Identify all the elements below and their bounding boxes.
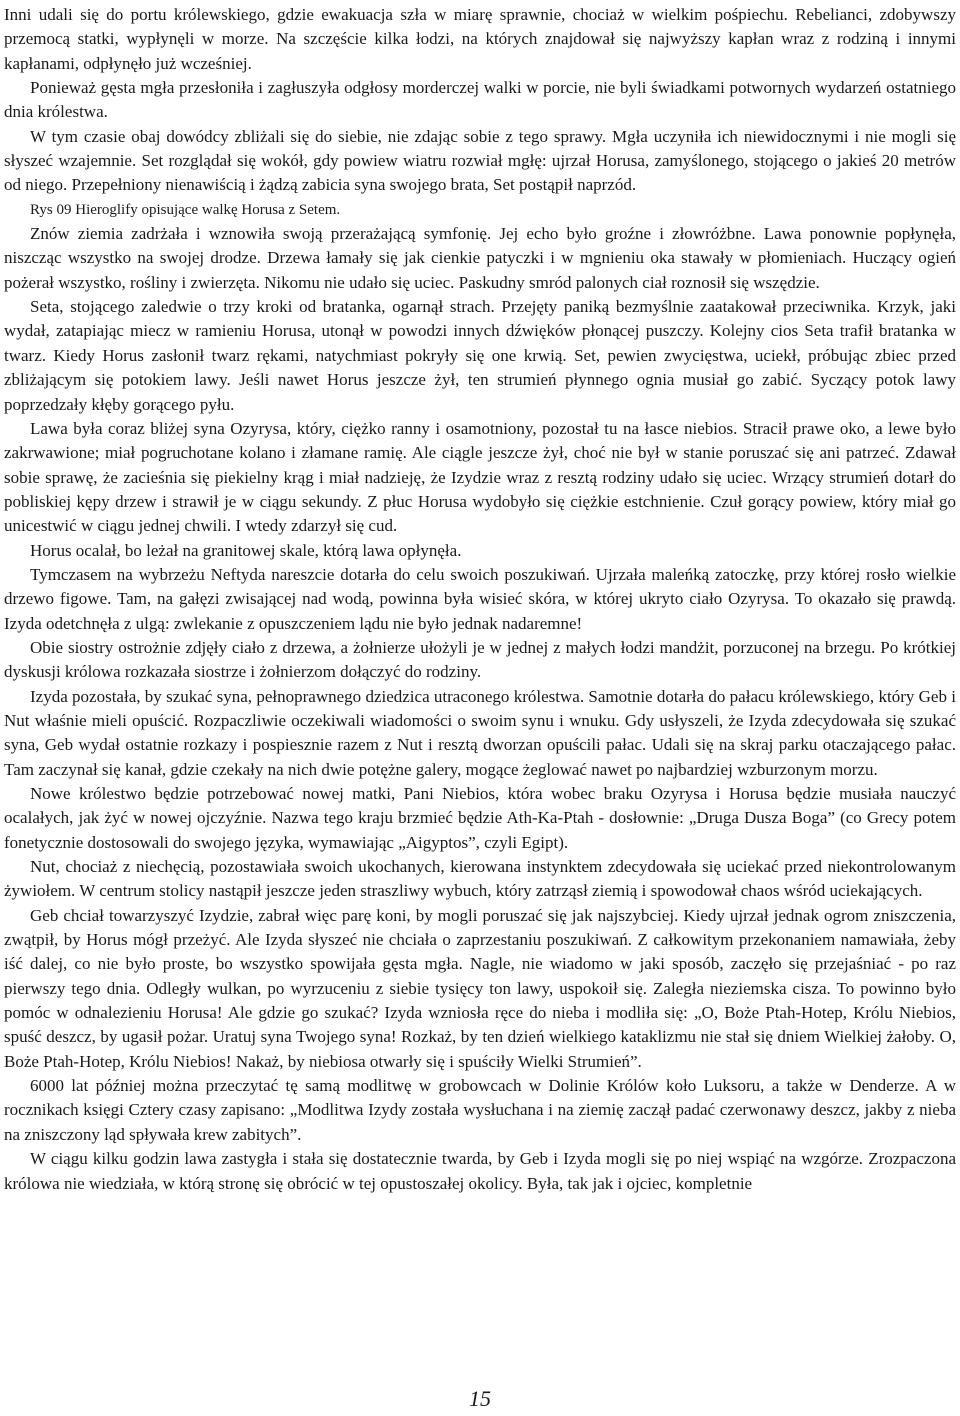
paragraph: Nowe królestwo będzie potrzebować nowej matki, Pani Niebios, która wobec braku Ozyrysa i Horusa będzie musiała nauczyć ocalałych, jak żyć w nowej ojczyźnie. Nazwa tego kraju brzmieć będzie Ath-Ka-Ptah - dosłownie: „Druga Dusza Boga” (co Grecy potem fonetycznie dostosowali do swojego języka, wymawiając „Aigyptos”, czyli Egipt). (4, 784, 956, 852)
page-number: 15 (469, 1386, 491, 1411)
figure-caption: Rys 09 Hieroglify opisujące walkę Horusa z Setem. (30, 201, 341, 218)
paragraph: Znów ziemia zadrżała i wznowiła swoją przerażającą symfonię. Jej echo było groźne i złowróżbne. Lawa ponownie popłynęła, niszcząc wszystko na swojej drodze. Drzewa łamały się jak cienkie patyczki i w mgnieniu oka stawały w płomieniach. Huczący ogień pożerał wszystko, rośliny i zwierzęta. Nikomu nie udało się uciec. Paskudny smród palonych ciał roznosił się wszędzie. (4, 224, 956, 292)
paragraph: Seta, stojącego zaledwie o trzy kroki od bratanka, ogarnął strach. Przejęty paniką bezmyślnie zaatakował przeciwnika. Krzyk, jaki wydał, zatapiając miecz w ramieniu Horusa, utonął w powodzi innych dźwięków płonącej puszczy. Kolejny cios Seta trafił bratanka w twarz. Kiedy Horus zasłonił twarz rękami, natychmiast pokryły się one krwią. Set, pewien zwycięstwa, uciekł, próbując zbiec przed zbliżającym się potokiem lawy. Jeśli nawet Horus jeszcze żył, ten strumień płynnego ognia musiał go zabić. Syczący potok lawy poprzedzały kłęby gorącego pyłu. (4, 297, 956, 414)
paragraph: W tym czasie obaj dowódcy zbliżali się do siebie, nie zdając sobie z tego sprawy. Mgła uczyniła ich niewidocznymi i nie mogli się słyszeć wzajemnie. Set rozglądał się wokół, gdy powiew wiatru rozwiał mgłę: ujrzał Horusa, zamyślonego, stojącego o jakieś 20 metrów od niego. Przepełniony nienawiścią i żądzą zabicia syna swojego brata, Set postąpił naprzód. (4, 126, 956, 195)
paragraph: Obie siostry ostrożnie zdjęły ciało z drzewa, a żołnierze ułożyli je w jednej z małych łodzi mandżit, porzuconej na brzegu. Po krótkiej dyskusji królowa rozkazała siostrze i żołnierzom dołączyć do rodziny. (4, 637, 956, 682)
paragraph: 6000 lat później można przeczytać tę samą modlitwę w grobowcach w Dolinie Królów koło Luksoru, a także w Denderze. A w rocznikach księgi Cztery czasy zapisano: „Modlitwa Izydy została wysłuchana i na ziemię zaczął padać czerwonawy deszcz, jakby z nieba na zniszczony ląd spływała krew zabitych”. (4, 1076, 956, 1144)
paragraph: Ponieważ gęsta mgła przesłoniła i zagłuszyła odgłosy morderczej walki w porcie, nie byli świadkami potwornych wydarzeń ostatniego dnia królestwa. (4, 78, 956, 122)
paragraph: Izyda pozostała, by szukać syna, pełnoprawnego dziedzica utraconego królestwa. Samotnie dotarła do pałacu królewskiego, który Geb i Nut właśnie mieli opuścić. Rozpaczliwie oczekiwali wiadomości o swoim synu i wnuku. Gdy usłyszeli, że Izyda zdecydowała się szukać syna, Geb wydał ostatnie rozkazy i pospiesznie razem z Nut i resztą dworzan opuścili pałac. Udali się na skraj parku otaczającego pałac. Tam zaczynał się kanał, gdzie czekały na nich dwie potężne galery, mogące żeglować nawet po najbardziej wzburzonym morzu. (4, 686, 956, 779)
paragraph: Horus ocalał, bo leżał na granitowej skale, którą lawa opłynęła. (30, 540, 462, 560)
paragraph: Tymczasem na wybrzeżu Neftyda nareszcie dotarła do celu swoich poszukiwań. Ujrzała maleńką zatoczkę, przy której rosło wielkie drzewo figowe. Tam, na gałęzi zwisającej nad wodą, powinna była wisieć skóra, w której ukryto ciało Ozyrysa. To okazało się prawdą. Izyda odetchnęła z ulgą: zwlekanie z opuszczeniem lądu nie było jednak nadaremne! (4, 564, 956, 633)
page-body (4, 3, 956, 1196)
paragraph: Nut, chociaż z niechęcią, pozostawiała swoich ukochanych, kierowana instynktem zdecydowała się uciekać przed niekontrolowanym żywiołem. W centrum stolicy nastąpił jeszcze jeden straszliwy wybuch, który zatrząsł ziemią i spowodował chaos wśród uciekających. (4, 857, 956, 901)
paragraph: W ciągu kilku godzin lawa zastygła i stała się dostatecznie twarda, by Geb i Izyda mogli się po niej wspiąć na wzgórze. Zrozpaczona królowa nie wiedziała, w którą stronę się obrócić w tej opustoszałej okolicy. Była, tak jak i ojciec, kompletnie (4, 1149, 956, 1193)
paragraph: Lawa była coraz bliżej syna Ozyrysa, który, ciężko ranny i osamotniony, pozostał tu na łasce niebios. Stracił prawe oko, a lewe było zakrwawione; miał pogruchotane kolano i złamane ramię. Ale ciągle jeszcze żył, choć nie był w stanie poruszać się ani patrzeć. Zdawał sobie sprawę, że zacieśnia się piekielny krąg i miał nadzieję, że Izydzie wraz z resztą rodziny udało się uciec. Wrzący strumień dotarł do pobliskiej kępy drzew i strawił je w ciągu sekundy. Z płuc Horusa wydobyło się ciężkie estchnienie. Czuł gorący powiew, który miał go unicestwić w ciągu jednej chwili. I wtedy zdarzył się cud. (4, 418, 956, 536)
paragraph: Geb chciał towarzyszyć Izydzie, zabrał więc parę koni, by mogli poruszać się jak najszybciej. Kiedy ujrzał jednak ogrom zniszczenia, zwątpił, by Horus mógł przeżyć. Ale Izyda słyszeć nie chciała o zaprzestaniu poszukiwań. Z całkowitym przekonaniem namawiała, żeby iść dalej, co nie było proste, bo wszystko spowijała gęsta mgła. Nagle, nie wiadomo w jaki sposób, zaczęło się przejaśniać - po raz pierwszy tego dnia. Odległy wulkan, po wyrzuceniu z siebie tysięcy ton lawy, uspokoił się. Zaległa nieziemska cisza. To powinno było pomóc w odnalezieniu Horusa! Ale gdzie go szukać? Izyda wzniosła ręce do nieba i modliła się: „O, Boże Ptah-Hotep, Królu Niebios, spuść deszcz, by ugasił pożar. Uratuj syna Twojego syna! Rozkaż, by ten dzień wielkiego kataklizmu nie stał się dniem Wielkiej żałoby. O, Boże Ptah-Hotep, Królu Niebios! Nakaż, by niebiosa otwarły się i spuściły Wielki Strumień”. (4, 905, 956, 1071)
paragraph: Inni udali się do portu królewskiego, gdzie ewakuacja szła w miarę sprawnie, chociaż w wielkim pośpiechu. Rebelianci, zdobywszy przemocą statki, wypłynęli w morze. Na szczęście kilka łodzi, na których znajdował się najwyższy kapłan wraz z rodziną i innymi kapłanami, odpłynęło już wcześniej. (4, 5, 956, 73)
